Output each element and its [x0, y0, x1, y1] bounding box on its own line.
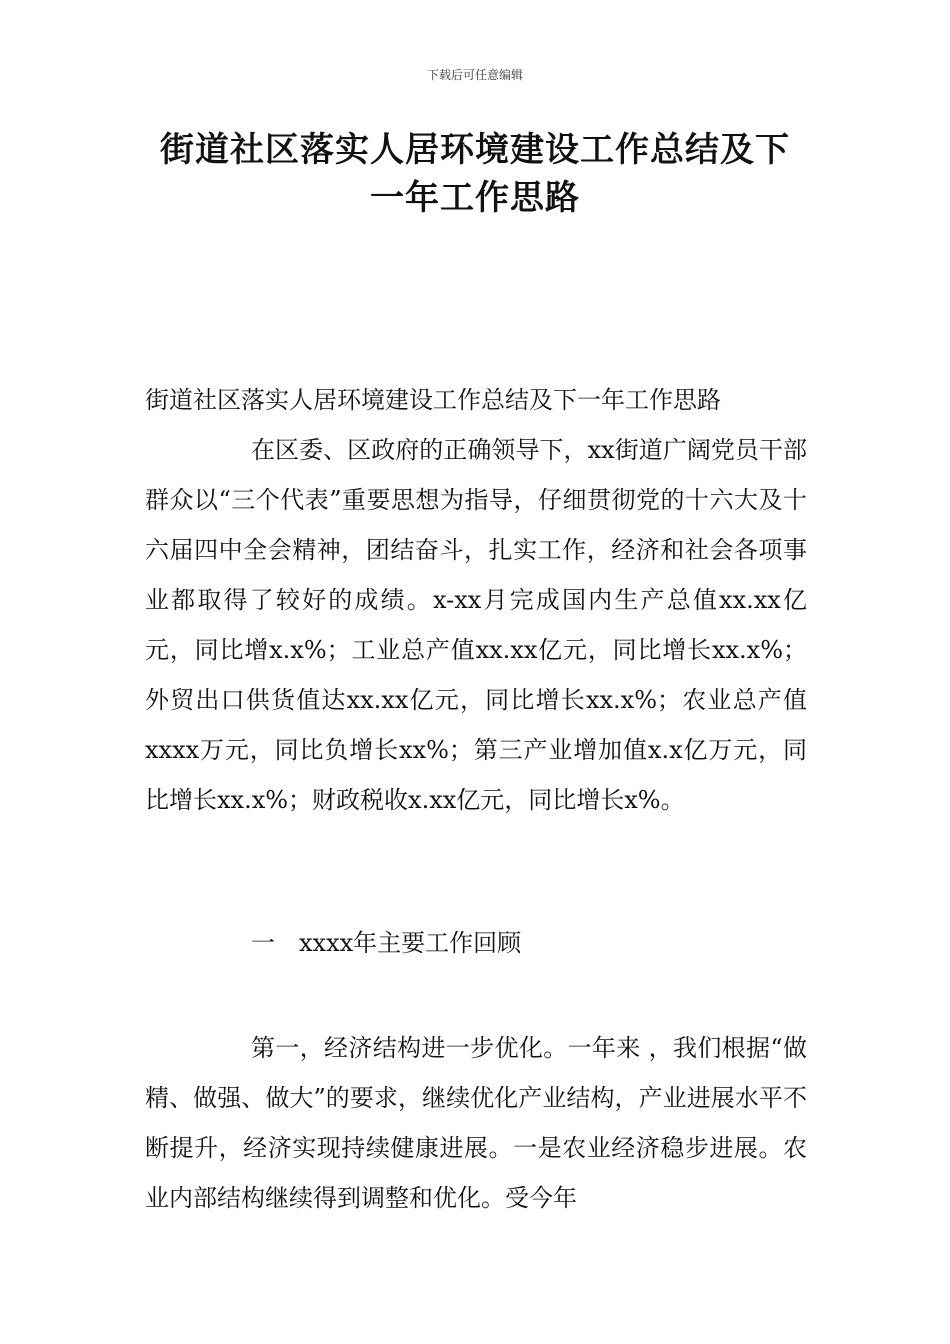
document-title-line-1: 街道社区落实人居环境建设工作总结及下 [160, 130, 790, 170]
document-title-line-2: 一年工作思路 [370, 178, 580, 218]
paragraph-economy: 第一，经济结构进一步优化。一年来 ，我们根据“做精、做强、做大”的要求，继续优化产业结构，产业进展水平不断提升，经济实现持续健康进展。一是农业经济稳步进展。农业内部结构继续得到调整和优化。受今年 [145, 1034, 807, 1212]
paragraph-intro: 在区委、区政府的正确领导下，xx街道广阔党员干部群众以“三个代表”重要思想为指导，仔细贯彻党的十六大及十六届四中全会精神，团结奋斗，扎实工作，经济和社会各项事业都取得了较好的成绩。x-xx月完成国内生产总值xx.xx亿元，同比增x.x%；工业总产值xx.xx亿元，同比增长xx.x%；外贸出口供货值达xx.xx亿元，同比增长xx.x%；农业总产值xxxx万元，同比负增长xx%；第三产业增加值x.x亿万元，同比增长xx.x%；财政税收x.xx亿元，同比增长x%。 [145, 436, 807, 814]
document-subtitle: 街道社区落实人居环境建设工作总结及下一年工作思路 [145, 386, 721, 414]
document-title [120, 126, 830, 222]
section-heading: 一 xxxx年主要工作回顾 [251, 929, 522, 957]
header-note: 下载后可任意编辑 [426, 68, 523, 82]
